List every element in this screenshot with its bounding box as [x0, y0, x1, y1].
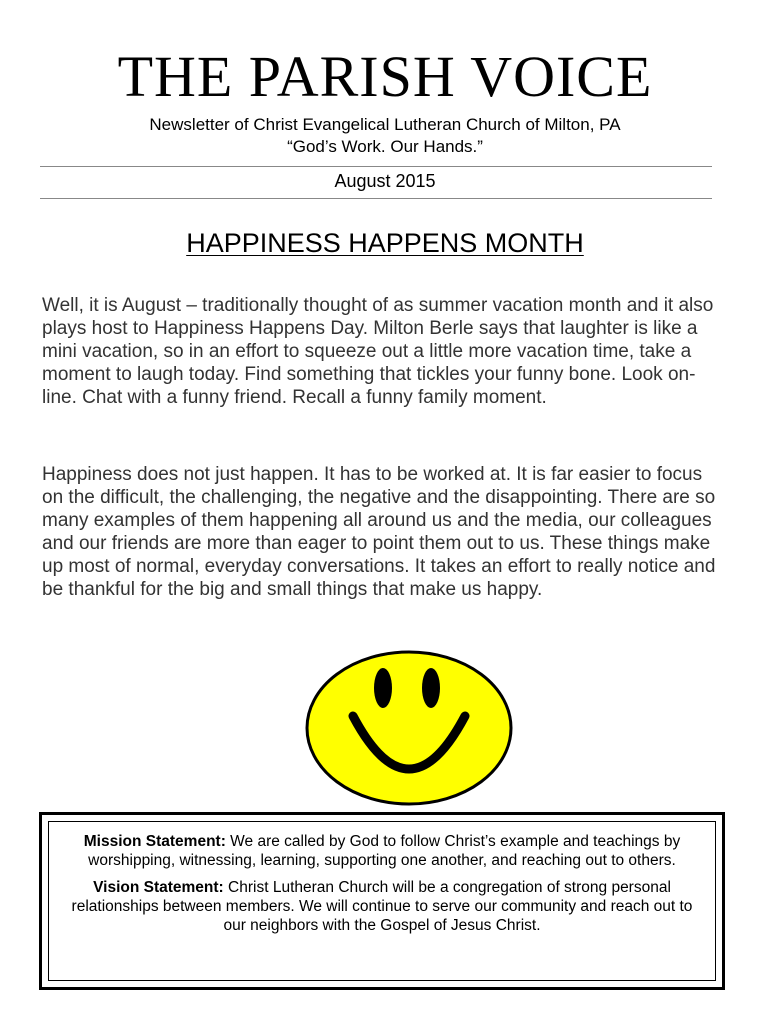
smiley-left-eye	[374, 668, 392, 708]
statements-box	[39, 812, 725, 990]
smiley-right-eye	[422, 668, 440, 708]
smiley-face-icon	[305, 650, 513, 806]
issue-date: August 2015	[334, 171, 436, 191]
newsletter-title: THE PARISH VOICE	[117, 44, 653, 109]
bottom-divider	[40, 198, 712, 199]
mission-statement-label: Mission Statement:	[83, 833, 226, 850]
masthead	[0, 44, 770, 158]
newsletter-subtitle: Newsletter of Christ Evangelical Lutheran Church of Milton, PA	[149, 115, 621, 134]
article-paragraph-1: Well, it is August – traditionally thought of as summer vacation month and it also plays host to Happiness Happens Day. Milton Berle says that laughter is like a mini vacation, so in an effort to squeeze out a little more vacation time, take a moment to laugh today. Find something that tickles your funny bone. Look on-line. Chat with a funny friend. Recall a funny family moment.	[42, 295, 714, 408]
mission-statement	[63, 832, 701, 870]
mission-statement-text: We are called by God to follow Christ’s example and teachings by worshipping, witnessing, learning, supporting one another, and reaching out to others.	[88, 833, 681, 869]
vision-statement	[63, 878, 701, 935]
article-headline-text: HAPPINESS HAPPENS MONTH	[186, 228, 584, 258]
article-paragraph-2: Happiness does not just happen. It has to be worked at. It is far easier to focus on the difficult, the challenging, the negative and the disappointing. There are so many examples of them happening all around us and the media, our colleagues and our friends are more than eager to point them out to us. These things make up most of normal, everyday conversations. It takes an effort to really notice and be thankful for the big and small things that make us happy.	[42, 464, 716, 600]
vision-statement-text: Christ Lutheran Church will be a congregation of strong personal relationships between members. We will continue to serve our community and reach out to our neighbors with the Gospel of Jesus Christ.	[71, 879, 693, 934]
newsletter-motto: “God’s Work. Our Hands.”	[287, 137, 483, 156]
vision-statement-label: Vision Statement:	[93, 879, 224, 896]
smiley-face-circle	[307, 652, 511, 804]
top-divider	[40, 166, 712, 167]
statements-box-inner	[48, 821, 716, 981]
article-headline	[0, 226, 770, 260]
